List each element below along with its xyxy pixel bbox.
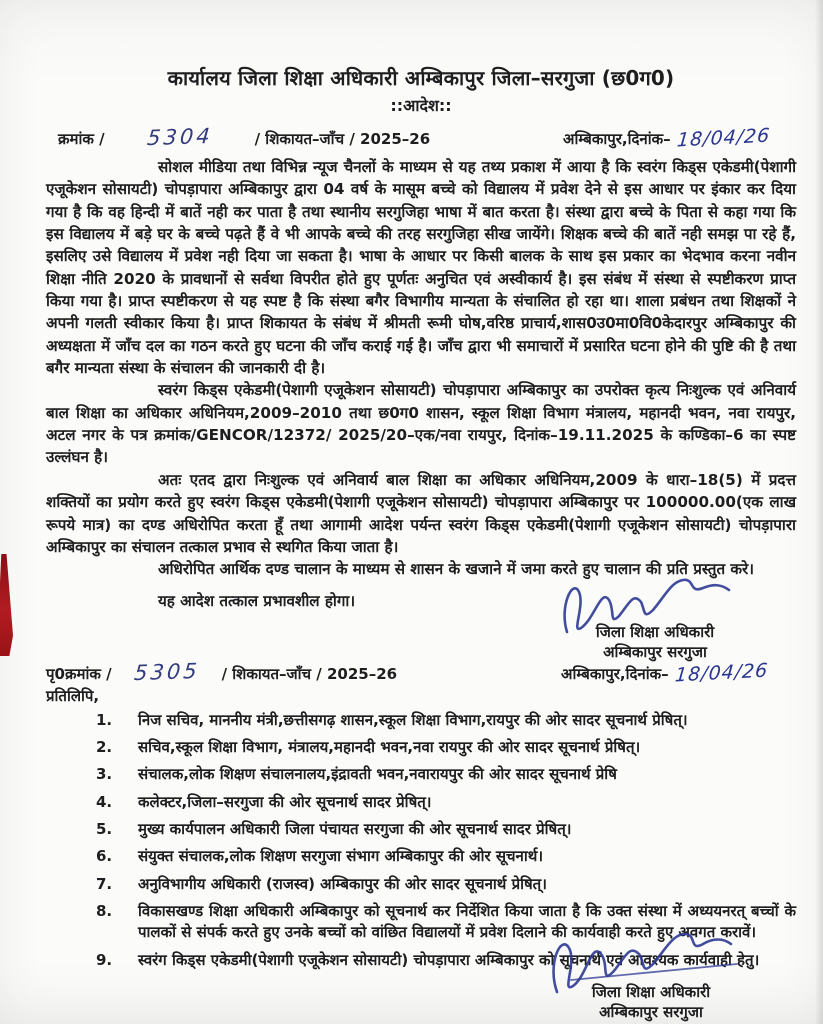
- endorsement-number-line: [46, 658, 796, 687]
- place-date-label: अम्बिकापुर,दिनांक–: [563, 130, 671, 148]
- handwritten-date: 18/04/26: [675, 124, 771, 152]
- reference-number-line: [46, 123, 796, 152]
- signatory-place: अम्बिकापुर सरगुजा: [599, 1003, 703, 1022]
- list-item: [46, 819, 796, 840]
- list-item-text: सचिव,स्कूल शिक्षा विभाग, मंत्रालय,महानदी भवन,नवा रायपुर की ओर सादर सूचनार्थ प्रेषित्।: [138, 738, 641, 757]
- list-item-text: विकासखण्ड शिक्षा अधिकारी अम्बिकापुर को सूचनार्थ कर निर्देशित किया जाता है कि उक्त संस्था में अध्ययनरत् बच्चों के पालकों से संपर्क करते हुए उनके बच्चों को वांछित विद्यालयों में प्रवेश दिलाने की कार्यवाही करते हुए अवगत करावें।: [138, 901, 796, 942]
- list-item-number: 6.: [96, 847, 113, 866]
- endorsement-place-date-label: अम्बिकापुर,दिनांक–: [561, 664, 669, 683]
- scan-artifact-red-strip: [0, 554, 13, 656]
- list-item-text: संचालक,लोक शिक्षण संचालनालय,इंद्रावती भवन,नवारायपुर की ओर सादर सूचनार्थ प्रेषि: [138, 765, 617, 784]
- handwritten-endorsement-date: 18/04/26: [673, 659, 769, 687]
- list-item-text: निज सचिव, माननीय मंत्री,छत्तीसगढ़ शासन,स्कूल शिक्षा विभाग,रायपुर की ओर सादर सूचनार्थ प्रेषित्।: [138, 710, 688, 729]
- list-item: [46, 874, 796, 895]
- list-item-text: स्वरंग किड्स एकेडमी(पेशागी एजूकेशन सोसायटी) चोपड़ापारा अम्बिकापुर को सूचनार्थ एवं आवश्यक कार्यवाही हेतु।: [138, 950, 760, 969]
- order-paragraph-3: अतः एतद द्वारा निःशुल्क एवं अनिवार्य बाल शिक्षा का अधिकार अधिनियम,2009 के धारा–18(5) में प्रदत्त शक्तियों का प्रयोग करते हुए स्वरंग किड्स एकेडमी(पेशागी एजूकेशन सोसायटी) चोपड़ापारा अम्बिकापुर पर 100000.00(एक लाख रूपये मात्र) का दण्ड अधिरोपित करता हूँ तथा आगामी आदेश पर्यन्त स्वरंग किड्स एकेडमी(पेशागी एजूकेशन सोसायटी) चोपड़ापारा अम्बिकापुर का संचालन तत्काल प्रभाव से स्थगित किया जाता है।: [46, 470, 796, 556]
- handwritten-endorsement-serial: 5305: [132, 658, 201, 686]
- signatory-title: जिला शिक्षा अधिकारी: [591, 983, 711, 1001]
- signatory-place: अम्बिकापुर सरगुजा: [603, 643, 707, 662]
- order-heading: ::आदेश::: [390, 96, 452, 115]
- list-item: [46, 792, 796, 813]
- list-item-number: 8.: [96, 901, 113, 920]
- list-item-number: 5.: [96, 820, 113, 839]
- signing-authority-block: [545, 572, 765, 663]
- handwritten-serial-number: 5304: [145, 123, 214, 151]
- list-item-number: 7.: [96, 874, 113, 893]
- list-item-text: अनुविभागीय अधिकारी (राजस्व) अम्बिकापुर की ओर सादर सूचनार्थ प्रेषित्।: [138, 874, 547, 893]
- list-item: [46, 846, 796, 867]
- list-item-number: 2.: [96, 738, 113, 757]
- order-paragraph-2: स्वरंग किड्स एकेडमी(पेशागी एजूकेशन सोसायटी) चोपड़ापारा अम्बिकापुर का उपरोक्त कृत्य निःशुल्क एवं अनिवार्य बाल शिक्षा का अधिकार अधिनियम,2009–2010 तथा छ0ग0 शासन, स्कूल शिक्षा विभाग मंत्रालय, महानदी भवन, नवा रायपुर, अटल नगर के पत्र क्रमांक/GENCOR/12372/ 2025/20–एक/नवा रायपुर, दिनांक–19.11.2025 के कण्डिका–6 का स्पष्ट उल्लंघन है।: [46, 381, 796, 467]
- complaint-reference: / शिकायत–जाँच / 2025–26: [254, 130, 431, 148]
- list-item-text: कलेक्टर,जिला–सरगुजा की ओर सूचनार्थ सादर प्रेषित्।: [138, 792, 432, 811]
- endorsement-serial-label: पृ0क्रमांक /: [46, 664, 112, 683]
- list-item-number: 3.: [96, 765, 113, 784]
- signing-authority-block: [531, 928, 771, 1023]
- list-item-number: 9.: [96, 950, 113, 969]
- document-content: [46, 64, 796, 977]
- order-paragraph-1: सोशल मीडिया तथा विभिन्न न्यूज चैनलों के माध्यम से यह तथ्य प्रकाश में आया है कि स्वरंग किड्स एकेडमी(पेशागी एजूकेशन सोसायटी) चोपड़ापारा अम्बिकापुर द्वारा 04 वर्ष के मासूम बच्चे को विद्यालय में प्रवेश देने से इस आधार पर इंकार कर दिया गया है कि वह हिन्दी में बातें नही कर पाता है तथा स्थानीय सरगुजिहा भाषा में बात करता है। संस्था द्वारा बच्चे के पिता से कहा गया कि इस विद्यालय में बड़े घर के बच्चे पढ़ते हैं वे भी आपके बच्चे की तरह सरगुजिहा सीख जायेंगे। शिक्षक बच्चे की बातें नही समझ पा रहे हैं, इसलिए उसे विद्यालय में प्रवेश नही दिया जा सकता है। भाषा के आधार पर किसी बालक के साथ इस प्रकार का भेदभाव करना नवीन शिक्षा नीति 2020 के प्रावधानों से सर्वथा विपरीत होते हुए पूर्णतः अनुचित एवं अस्वीकार्य है। इस संबंध में संस्था से स्पष्टीकरण प्राप्त किया गया है। प्राप्त स्पष्टीकरण से यह स्पष्ट है कि संस्था बगैर विभागीय मान्यता के संचालित हो रहा था। शाला प्रबंधन तथा शिक्षकों ने अपनी गलती स्वीकार किया है। प्राप्त शिकायत के संबंध में श्रीमती रूमी घोष,वरिष्ठ प्राचार्य,शास0उ0मा0वि0केदारपुर अम्बिकापुर की अध्यक्षता में जाँच दल का गठन करते हुए घटना की जाँच कराई गई है। जाँच द्वारा भी समाचारों में प्रसारित घटना होने की पुष्टि की है तथा बगैर मान्यता संस्था के संचालन की जानकारी दी है।: [46, 158, 796, 378]
- list-item: [46, 737, 796, 758]
- serial-label: क्रमांक /: [58, 130, 105, 148]
- list-item-number: 1.: [96, 710, 113, 729]
- list-item-text: संयुक्त संचालक,लोक शिक्षण सरगुजा संभाग अम्बिकापुर की ओर सूचनार्थ।: [138, 847, 544, 866]
- list-item-number: 4.: [96, 792, 113, 811]
- signatory-title: जिला शिक्षा अधिकारी: [595, 623, 715, 641]
- endorsement-complaint-reference: / शिकायत–जाँच / 2025–26: [221, 664, 398, 683]
- scan-edge-shadow: [815, 0, 823, 1024]
- list-item: [46, 710, 796, 731]
- order-paragraph-4: अधिरोपित आर्थिक दण्ड चालान के माध्यम से शासन के खजाने में जमा करते हुए चालान की प्रति प्रस्तुत करे।: [158, 560, 755, 579]
- order-paragraph-5: यह आदेश तत्काल प्रभावशील होगा।: [158, 591, 356, 610]
- copies-to-label: प्रतिलिपि,: [46, 686, 100, 705]
- list-item: [46, 764, 796, 785]
- office-letterhead-title: कार्यालय जिला शिक्षा अधिकारी अम्बिकापुर जिला–सरगुजा (छ0ग0): [167, 66, 675, 90]
- list-item-text: मुख्य कार्यपालन अधिकारी जिला पंचायत सरगुजा की ओर सूचनार्थ सादर प्रेषित्।: [138, 820, 572, 839]
